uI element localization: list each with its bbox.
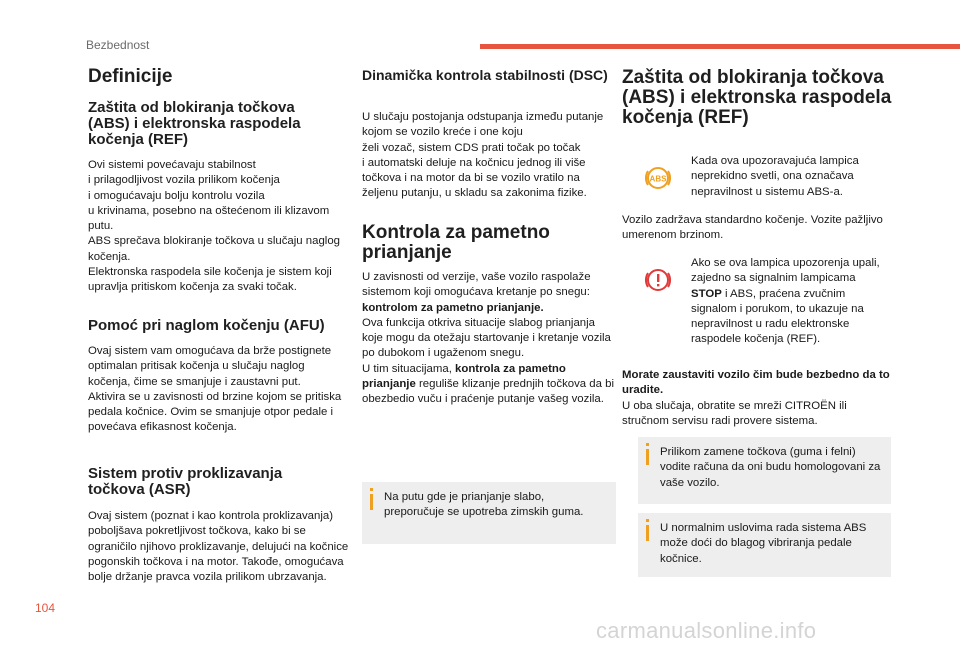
afu-text: Ovaj sistem vam omogućava da brže postignete optimalan pritisak kočenja u slučaju naglog kočenja, čime se smanjuje i zaustavni put. Aktivira se u zavisnosti od brzine kojom se pritiska pedala kočnice. Ovim se smanjuje otpor pedale i povećava efikasnost kočenja. [88, 345, 342, 434]
abs-vibration-note-text: U normalnim uslovima rada sistema ABS može doći do blagog vibriranja pedale kočnice. [660, 522, 867, 565]
abs-ref-text: Ovi sistemi povećavaju stabilnost i prilagodljivost vozila prilikom kočenja i omogućavaju bolju kontrolu vozila u krivinama, posebno na oštećenom ili klizavom putu. ABS sprečava blokiranje točkova u slučaju naglog kočenja. Elektronska raspodela sile kočenja je sistem koji upravlja pritiskom kočenja za svaki točak. [88, 159, 341, 294]
braking-warning-lamp-icon [643, 265, 673, 295]
asr-text: Ovaj sistem (poznat i kao kontrola proklizavanja) poboljšava pokretljivost točkova, kako bi se ograničilo njihovo proklizavanje, delujući na kočnice pogonskih točkova i na motor. Takođe, omogućava bolje držanje pravca vozila prilikom ubrzavanja. [88, 510, 349, 584]
definitions-title: Definicije [88, 66, 173, 87]
winter-tyres-note [362, 482, 616, 544]
watermark: carmanualsonline.info [596, 618, 817, 643]
abs-warning-lamp-icon [643, 163, 673, 193]
afu-heading: Pomoć pri naglom kočenju (AFU) [88, 317, 325, 334]
top-accent-rule [480, 44, 960, 49]
stop-vehicle-text [622, 368, 890, 429]
section-label: Bezbednost [86, 38, 150, 52]
stop-lamp-label: STOP [691, 287, 722, 300]
abs-ref-title: Zaštita od blokiranja točkova (ABS) i elektronska raspodela kočenja (REF) [622, 67, 892, 128]
ref-warning-text-1: Ako se ova lampica upozorenja upali, zajedno sa signalnim lampicama [691, 257, 880, 285]
grip-bold-2: kontrola za pametno prianjanje [362, 362, 566, 391]
dsc-text: U slučaju postojanja odstupanja između putanje kojom se vozilo kreće i one koju želi vozač, sistem CDS prati točak po točak i automatski deluje na kočnicu jednog ili više točkova i na motor da bi se vozilo vratilo na željenu putanju, u skladu sa zakonima fizike. [362, 111, 604, 200]
abs-icon-label: ABS [649, 174, 667, 184]
grip-intro: U zavisnosti od verzije, vaše vozilo raspolaže sistemom koji omogućava kretanje po snegu: [362, 271, 591, 299]
abs-vibration-note [638, 513, 891, 577]
info-icon [370, 494, 373, 510]
stop-vehicle-bold: Morate zaustaviti vozilo čim bude bezbedno da to uradite. [622, 369, 890, 397]
grip-text-3: reguliše klizanje prednjih točkova da bi obezbedio vuču i praćenje putanje vašeg vozila. [362, 378, 614, 406]
asr-heading: Sistem protiv proklizavanja točkova (ASR) [88, 465, 283, 498]
ref-warning-text [691, 256, 881, 348]
winter-tyres-note-text: Na putu gde je prianjanje slabo, preporučuje se upotreba zimskih guma. [384, 491, 584, 519]
abs-ref-heading: Zaštita od blokiranja točkova (ABS) i elektronska raspodela kočenja (REF) [88, 99, 301, 148]
page-number: 104 [35, 601, 56, 615]
dsc-heading: Dinamička kontrola stabilnosti (DSC) [362, 67, 608, 83]
grip-text-2: Ova funkcija otkriva situacije slabog prianjanja koje mogu da otežaju startovanje i kretanje vozila po dubokom i ugaženom snegu. U tim situacijama, [362, 316, 611, 375]
contact-network-text: U oba slučaja, obratite se mreži CITROËN ili stručnom servisu radi provere sistema. [622, 399, 847, 427]
grip-control-text [362, 270, 616, 408]
wheel-change-note [638, 437, 891, 504]
grip-bold-1: kontrolom za pametno prianjanje. [362, 301, 544, 314]
info-icon [646, 525, 649, 541]
grip-control-title: Kontrola za pametno prianjanje [362, 222, 550, 263]
abs-lamp-text: Kada ova upozoravajuća lampica neprekidno svetli, ona označava nepravilnost u sistemu ABS-a. [691, 155, 859, 198]
standard-braking-text: Vozilo zadržava standardno kočenje. Vozite pažljivo umerenom brzinom. [622, 214, 883, 242]
ref-warning-text-2: i ABS, praćena zvučnim signalom i porukom, to ukazuje na nepravilnost u radu elektronske raspodele kočenja (REF). [691, 287, 864, 346]
wheel-change-note-text: Prilikom zamene točkova (guma i felni) vodite računa da oni budu homologovani za vaše vozilo. [660, 446, 881, 489]
info-icon [646, 449, 649, 465]
